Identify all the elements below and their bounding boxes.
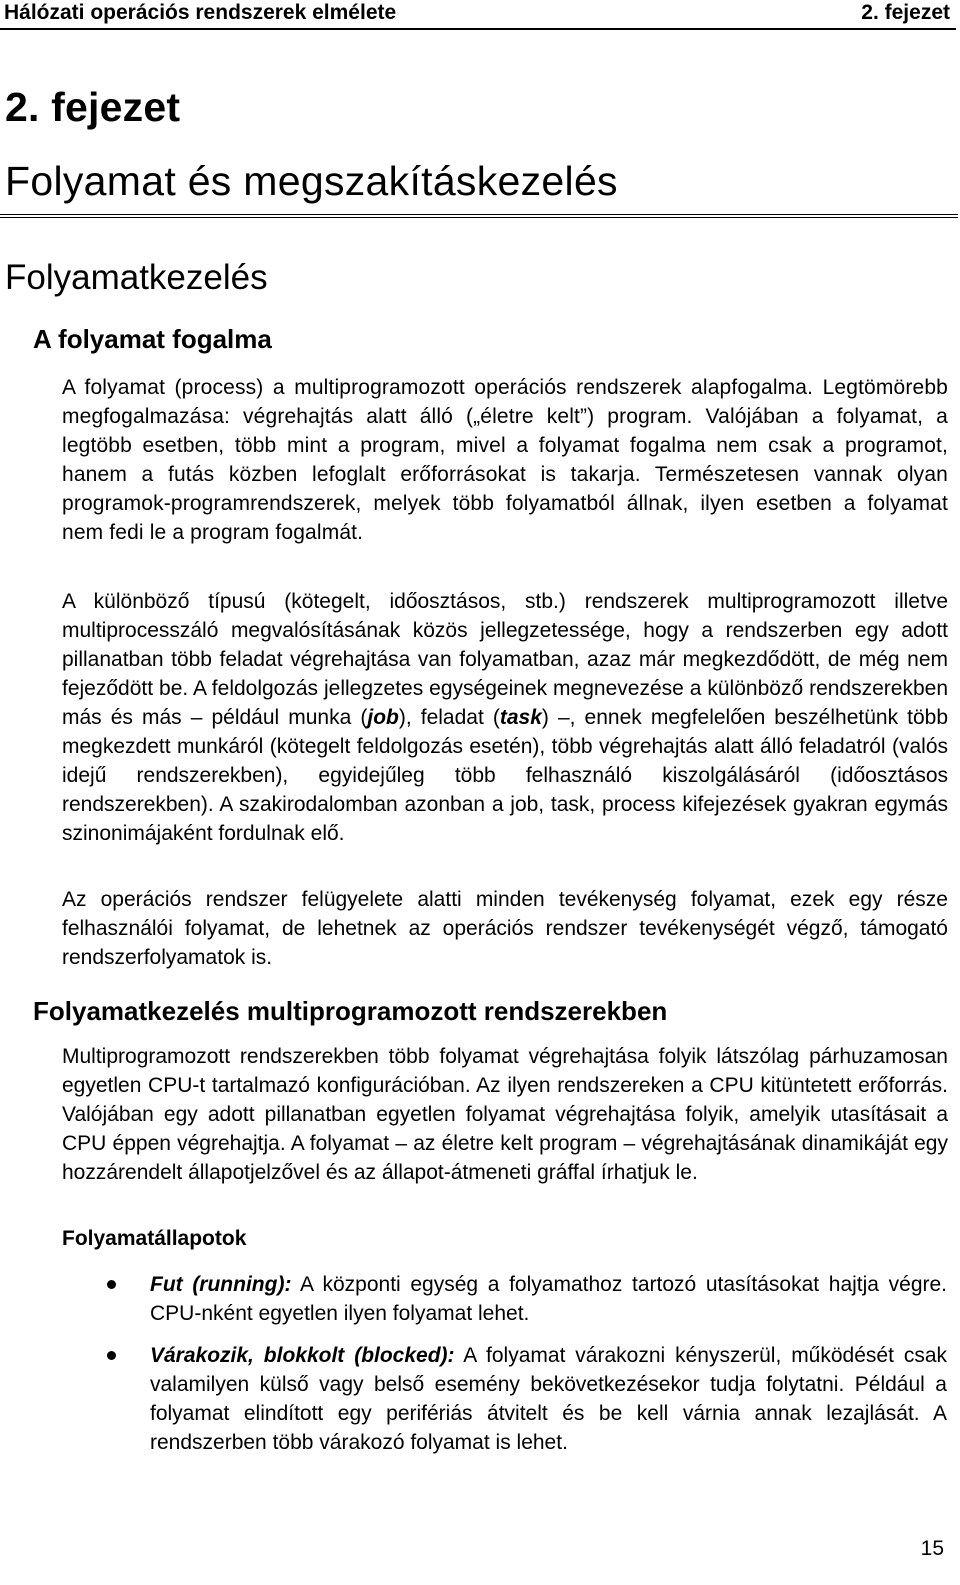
paragraph-types (62, 587, 948, 848)
list-item (150, 1270, 947, 1328)
paragraph-multiprogramming (62, 1042, 948, 1187)
paragraph-definition (62, 373, 948, 547)
bullet-icon (107, 1351, 116, 1360)
header-book-title: Hálózati operációs rendszerek elmélete (4, 1, 397, 24)
section-title: Folyamatkezelés (5, 258, 268, 297)
chapter-title: Folyamat és megszakításkezelés (5, 158, 618, 204)
state-description: A központi egység a folyamathoz tartozó utasításokat hajtja végre. CPU-nként egyetlen ilyen folyamat lehet. (150, 1273, 948, 1325)
state-term: Várakozik, blokkolt (blocked): (150, 1344, 455, 1367)
bullet-icon (107, 1280, 116, 1289)
chapter-divider (0, 214, 958, 218)
list-item (150, 1341, 947, 1457)
text-run: A különböző típusú (kötegelt, időosztásos, stb.) rendszerek multiprogramozott illetve multiprocesszáló megvalósításának közös jellegzetessége, hogy a rendszerben egy adott pillanatban több feladat végrehajtása van folyamatban, azaz már megkezdődött, de még nem fejeződött be. A feldolgozás jellegzetes egységeinek megnevezése a különböző rendszerekben más és más – például munka ( (62, 590, 948, 729)
paragraph-text: Multiprogramozott rendszerekben több folyamat végrehajtása folyik látszólag párhuzamosan egyetlen CPU-t tartalmazó konfigurációban. Az ilyen rendszereken a CPU kitüntetett erőforrás. Valójában egy adott pillanatban egyetlen folyamat végrehajtása folyik, amelyik utasításait a CPU éppen végrehajtja. A folyamat – az életre kelt program – végrehajtásának dinamikáját egy hozzárendelt állapotjelzővel és az állapot-átmeneti gráffal írhatjuk le. (62, 1045, 948, 1184)
paragraph-os-activities (62, 885, 948, 972)
text-run: ) –, ennek megfelelően beszélhetünk több megkezdett munkáról (kötegelt feldolgozás esetén), több végrehajtás alatt álló feladatról (valós idejű rendszerekben), egyidejűleg több felhasználó kiszolgálásáról (időosztásos rendszerekben). A szakirodalomban azonban a job, task, process kifejezések gyakran egymás szinonimájaként fordulnak elő. (62, 706, 949, 845)
state-term: Fut (running): (150, 1273, 292, 1296)
text-run: ), feladat ( (398, 706, 500, 729)
page-number: 15 (920, 1537, 944, 1560)
paragraph-text: A folyamat (process) a multiprogramozott operációs rendszerek alapfogalma. Legtömörebb megfogalmazása: végrehajtás alatt álló („életre kelt”) program. Valójában a folyamat, a legtöbb esetben, több mint a program, mivel a folyamat fogalma nem csak a programot, hanem a futás közben lefoglalt erőforrásokat is takarja. Természetesen vannak olyan programok-programrendszerek, melyek több folyamatból állnak, ilyen esetben a folyamat nem fedi le a program fogalmát. (62, 376, 948, 544)
subsection-title-multiprogramming: Folyamatkezelés multiprogramozott rendszerekben (33, 996, 668, 1026)
term-job: job (367, 706, 399, 729)
running-header (0, 0, 956, 30)
state-description: A folyamat várakozni kényszerül, működését csak valamilyen külső vagy belső esemény bekövetkezésekor tudja folytatni. Például a folyamat elindított egy perifériás átvitelt és be kell várnia annak lezajlását. A rendszerben több várakozó folyamat is lehet. (150, 1344, 947, 1454)
term-task: task (499, 706, 542, 729)
chapter-number: 2. fejezet (5, 84, 181, 130)
subsection-title-concept: A folyamat fogalma (33, 324, 272, 354)
paragraph-text: Az operációs rendszer felügyelete alatti minden tevékenység folyamat, ezek egy része felhasználói folyamat, de lehetnek az operációs rendszer tevékenységét végző, támogató rendszerfolyamatok is. (62, 888, 948, 969)
paragraph-text (62, 587, 948, 848)
states-heading: Folyamatállapotok (62, 1227, 247, 1250)
header-chapter: 2. fejezet (861, 1, 950, 24)
